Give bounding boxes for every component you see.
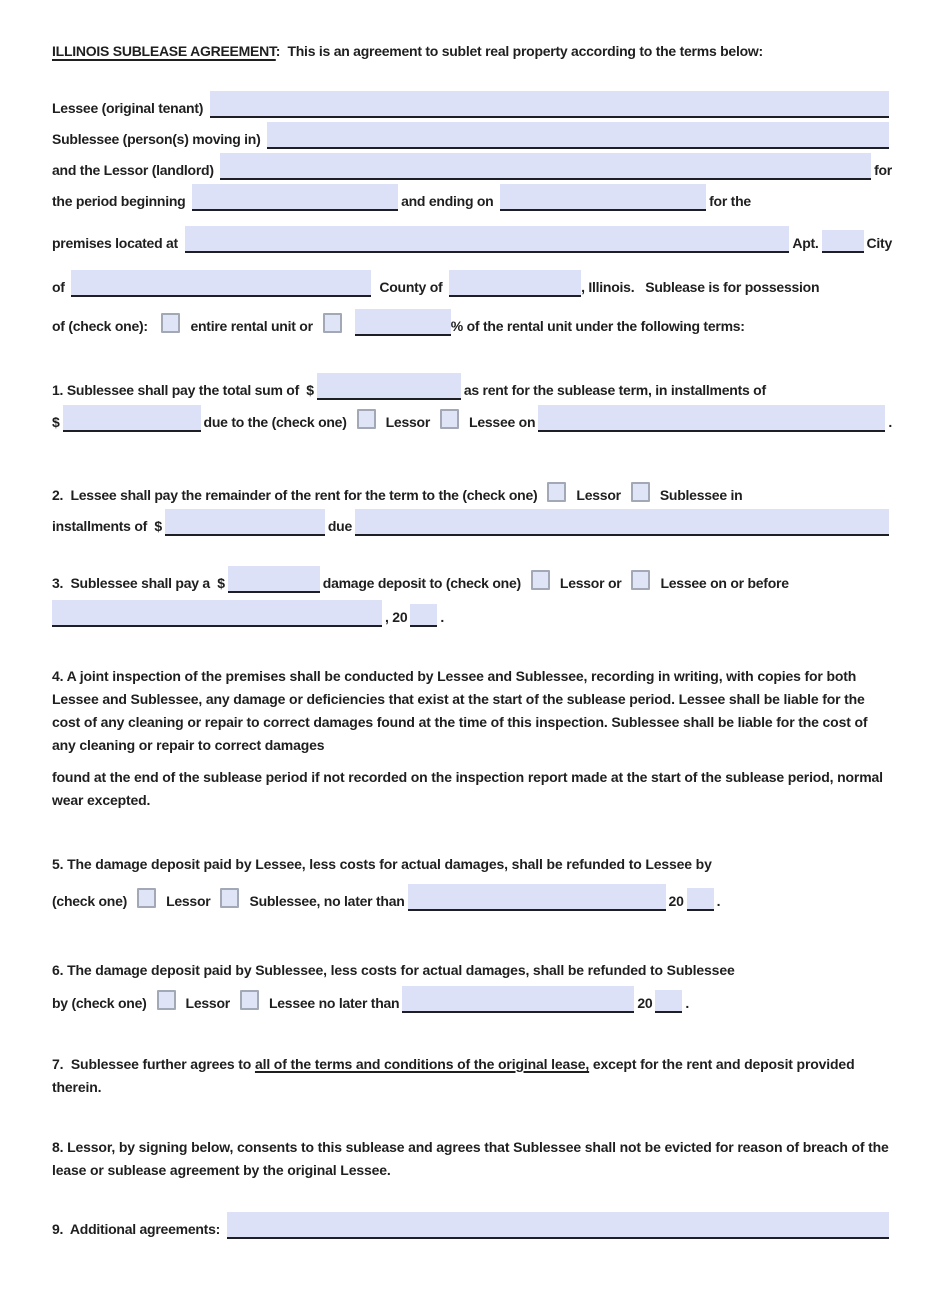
clause2-line1 xyxy=(52,482,892,505)
clause3-line2 xyxy=(52,600,892,627)
clause2-due-label: due xyxy=(327,518,352,534)
field-lessee-name[interactable] xyxy=(210,91,889,118)
clause5-period: . xyxy=(716,893,721,909)
clause4-paragraph2: found at the end of the sublease period if not recorded on the inspection report made at the start of the sublease period, normal wear excepted. xyxy=(52,769,883,808)
clause3-period: . xyxy=(440,609,444,625)
field-percent[interactable] xyxy=(355,309,451,336)
checkbox-c3-lessor[interactable] xyxy=(531,570,550,590)
checkbox-c5-lessor[interactable] xyxy=(137,888,156,908)
field-c5-refund-date[interactable] xyxy=(408,884,666,911)
document-title xyxy=(52,36,892,67)
illinois-suffix: , Illinois. Sublease is for possession xyxy=(581,279,820,295)
clause2-line2 xyxy=(52,509,892,536)
clause2-sublessee-label: Sublessee in xyxy=(659,487,743,503)
entire-unit-label: entire rental unit or xyxy=(190,318,313,334)
lessee-row xyxy=(52,91,892,118)
checkbox-c6-lessor[interactable] xyxy=(157,990,176,1010)
field-period-begin[interactable] xyxy=(192,184,398,211)
checkbox-percent-unit[interactable] xyxy=(323,313,342,333)
clause3-year-prefix: , 20 xyxy=(385,609,408,625)
lessor-label: and the Lessor (landlord) xyxy=(52,162,218,178)
clause6-period: . xyxy=(685,995,690,1011)
clause7-text-a: 7. Sublessee further agrees to xyxy=(52,1056,255,1072)
field-premises-address[interactable] xyxy=(185,226,790,253)
clause1-dollar-sign: $ xyxy=(52,414,60,430)
checkbox-entire-unit[interactable] xyxy=(161,313,180,333)
ending-label: and ending on xyxy=(401,193,498,209)
city-label: City xyxy=(866,235,892,251)
clause3-text-a: 3. Sublessee shall pay a $ xyxy=(52,575,225,591)
lessee-label: Lessee (original tenant) xyxy=(52,100,207,116)
clause7-paragraph xyxy=(52,1053,892,1099)
title-intro: : This is an agreement to sublet real property according to the terms below: xyxy=(275,43,763,59)
clause6-line2 xyxy=(52,986,892,1013)
check-one-label: of (check one): xyxy=(52,318,152,334)
field-c5-refund-year[interactable] xyxy=(687,888,714,911)
field-apt-number[interactable] xyxy=(822,230,864,253)
clause1-period: . xyxy=(888,414,892,430)
clause7-underlined-text: all of the terms and conditions of the original lease, xyxy=(254,1056,590,1072)
clause5-line1: 5. The damage deposit paid by Lessee, less costs for actual damages, shall be refunded to Lessee by xyxy=(52,856,712,872)
sublessee-label: Sublessee (person(s) moving in) xyxy=(52,131,265,147)
checkbox-c5-sublessee[interactable] xyxy=(220,888,239,908)
field-deposit-amount[interactable] xyxy=(228,566,320,593)
clause1-line2 xyxy=(52,405,892,432)
field-deposit-year[interactable] xyxy=(410,604,437,627)
field-remainder-due[interactable] xyxy=(355,509,889,536)
clause3-text-b: damage deposit to (check one) xyxy=(322,575,521,591)
field-c6-refund-year[interactable] xyxy=(655,990,682,1013)
title-heading: ILLINOIS SUBLEASE AGREEMENT xyxy=(52,43,276,59)
clause8-paragraph: 8. Lessor, by signing below, consents to this sublease and agrees that Sublessee shall not be evicted for reason of breach of the lease or sublease agreement by the original Lessee. xyxy=(52,1139,889,1178)
of-label: of xyxy=(52,279,69,295)
clause6-checkone-label: by (check one) xyxy=(52,995,147,1011)
field-rent-due[interactable] xyxy=(538,405,885,432)
checkbox-c6-lessee[interactable] xyxy=(240,990,259,1010)
city-county-row xyxy=(52,270,892,297)
possession-row xyxy=(52,309,892,336)
field-additional-agreements[interactable] xyxy=(227,1212,889,1239)
period-row xyxy=(52,184,892,211)
clause3-line1 xyxy=(52,566,892,593)
field-city[interactable] xyxy=(71,270,371,297)
clause2-text: 2. Lessee shall pay the remainder of the rent for the term to the (check one) xyxy=(52,487,538,503)
checkbox-c1-lessor[interactable] xyxy=(357,409,376,429)
field-remainder-installment[interactable] xyxy=(165,509,325,536)
clause2-lessor-label: Lessor xyxy=(576,487,621,503)
clause3-lessee-label: Lessee on or before xyxy=(660,575,789,591)
sublessee-row xyxy=(52,122,892,149)
field-sublessee-name[interactable] xyxy=(267,122,889,149)
clause3-lessor-label: Lessor or xyxy=(559,575,622,591)
premises-label: premises located at xyxy=(52,235,182,251)
field-deposit-date[interactable] xyxy=(52,600,382,627)
percent-suffix: % of the rental unit under the following terms: xyxy=(450,318,745,334)
field-county[interactable] xyxy=(449,270,581,297)
clause2-installments-label: installments of $ xyxy=(52,518,162,534)
checkbox-c2-lessor[interactable] xyxy=(547,482,566,502)
clause9-label: 9. Additional agreements: xyxy=(52,1221,224,1237)
field-installment-amount[interactable] xyxy=(63,405,201,432)
lessor-row xyxy=(52,153,892,180)
clause5-checkone-label: (check one) xyxy=(52,893,128,909)
clause6-lessee-label: Lessee no later than xyxy=(268,995,400,1011)
clause6-lessor-label: Lessor xyxy=(185,995,230,1011)
clause6-year-prefix: 20 xyxy=(637,995,653,1011)
checkbox-c2-sublessee[interactable] xyxy=(631,482,650,502)
clause1-line1 xyxy=(52,373,892,400)
clause1-lessee-label: Lessee on xyxy=(469,414,536,430)
clause5-lessor-label: Lessor xyxy=(166,893,211,909)
clause5-sublessee-label: Sublessee, no later than xyxy=(249,893,405,909)
clause9-row xyxy=(52,1212,892,1239)
period-suffix: for the xyxy=(709,193,751,209)
checkbox-c1-lessee[interactable] xyxy=(440,409,459,429)
clause1-due-text: due to the (check one) xyxy=(203,414,347,430)
clause4-paragraph1: 4. A joint inspection of the premises shall be conducted by Lessee and Sublessee, recording in writing, with copies for both Lessee and Sublessee, any damage or deficiencies that exist at the start of the sublease period. Lessee shall be liable for the cost of any cleaning or repair to correct damages found at the time of this inspection. Sublessee shall be liable for the cost of any cleaning or repair to correct damages xyxy=(52,668,868,753)
clause7-text-b: except for the rent and deposit provided therein. xyxy=(52,1056,859,1095)
field-lessor-name[interactable] xyxy=(220,153,871,180)
checkbox-c3-lessee[interactable] xyxy=(631,570,650,590)
clause6-line1: 6. The damage deposit paid by Sublessee, less costs for actual damages, shall be refunded to Sublessee xyxy=(52,962,735,978)
clause5-year-prefix: 20 xyxy=(668,893,684,909)
lessor-suffix: for xyxy=(874,162,892,178)
field-c6-refund-date[interactable] xyxy=(402,986,634,1013)
field-period-end[interactable] xyxy=(500,184,706,211)
clause1-text-a: 1. Sublessee shall pay the total sum of $ xyxy=(52,382,314,398)
period-label: the period beginning xyxy=(52,193,190,209)
county-label: County of xyxy=(379,279,447,295)
clause1-text-b: as rent for the sublease term, in installments of xyxy=(463,382,766,398)
apt-label: Apt. xyxy=(792,235,819,251)
clause1-lessor-label: Lessor xyxy=(385,414,431,430)
premises-row xyxy=(52,226,892,253)
field-total-rent[interactable] xyxy=(317,373,461,400)
clause5-line2 xyxy=(52,884,892,911)
